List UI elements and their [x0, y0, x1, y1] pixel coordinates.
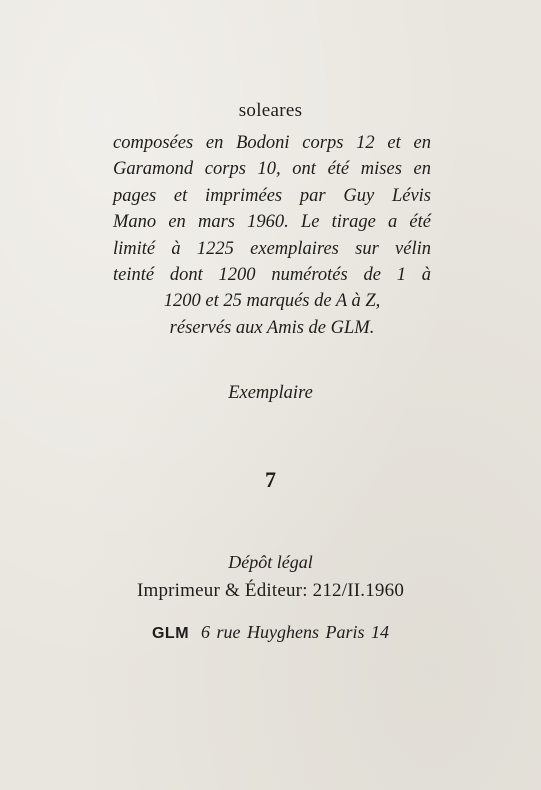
glm-logo: GLM: [151, 625, 190, 642]
colophon-line: Mano en mars 1960. Le tirage a été: [113, 212, 431, 233]
colophon-line: teinté dont 1200 numérotés de 1 à: [113, 265, 431, 286]
colophon-line: composées en Bodoni corps 12 et en: [113, 133, 431, 153]
colophon-line: Garamond corps 10, ont été mises en: [113, 159, 431, 180]
colophon-line: réservés aux Amis de GLM.: [169, 317, 375, 338]
colophon-line: limité à 1225 exemplaires sur vélin: [113, 238, 431, 259]
colophon-line: 1200 et 25 marqués de A à Z,: [163, 291, 381, 312]
colophon-text: [113, 130, 431, 341]
imprimeur-line: Imprimeur & Éditeur: 212/II.1960: [136, 580, 405, 601]
copy-number: 7: [265, 467, 276, 492]
exemplaire-label: Exemplaire: [228, 383, 313, 403]
book-title: soleares: [238, 100, 303, 121]
depot-legal: Dépôt légal: [228, 552, 313, 572]
publisher-address: [0, 622, 541, 643]
colophon-line: pages et imprimées par Guy Lévis: [113, 185, 431, 206]
address-text: 6 rue Huyghens Paris 14: [201, 622, 390, 642]
